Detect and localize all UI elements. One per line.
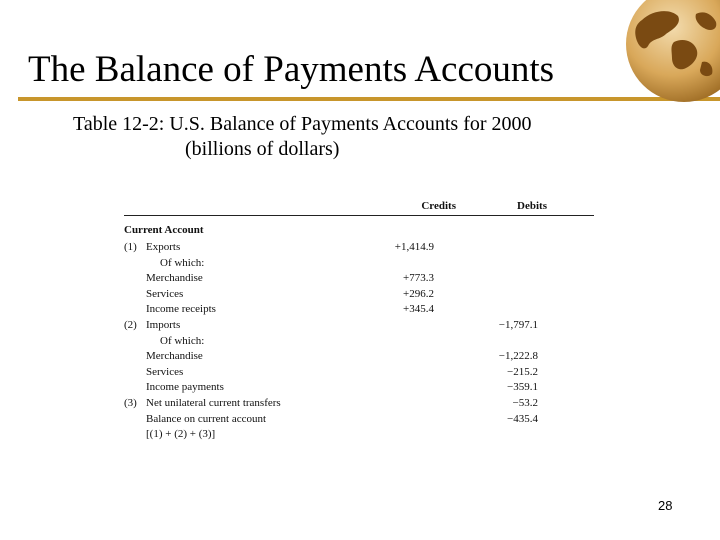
caption-label: Table 12-2: [73,113,165,135]
row-label: Income payments [146,381,224,394]
row-label: Merchandise [146,272,203,285]
credits-header: Credits [421,200,456,212]
row-credit: +773.3 [403,272,434,285]
table-row [124,427,594,443]
table-row [124,287,594,303]
table-caption [73,112,532,162]
row-label: Services [146,365,184,378]
row-credit: +296.2 [403,287,434,300]
table-body [124,240,594,443]
row-debit: −215.2 [507,365,538,378]
row-debit: −53.2 [512,396,538,409]
row-label: Merchandise [146,350,203,363]
row-label: Of which: [160,256,205,269]
table-row [124,271,594,287]
row-label: Income receipts [146,303,216,316]
row-debit: −1,222.8 [498,350,538,363]
row-label: Net unilateral current transfers [146,396,281,409]
caption-subtitle: (billions of dollars) [185,138,340,160]
caption-text: U.S. Balance of Payments Accounts for 2000 [164,113,532,135]
row-credit: +345.4 [403,303,434,316]
row-label: Of which: [160,334,205,347]
section-heading: Current Account [124,224,204,236]
row-credit: +1,414.9 [394,241,434,253]
table-row [124,349,594,365]
table-row [124,412,594,428]
table-header [124,200,594,216]
row-number: (1) [124,241,137,253]
page-number: 28 [658,498,673,513]
row-number: (2) [124,318,137,331]
table-row [124,396,594,412]
row-label: Balance on current account [146,412,267,425]
table-row [124,240,594,256]
row-debit: −1,797.1 [498,318,538,331]
table-row [124,334,594,350]
table-row [124,365,594,381]
row-label: [(1) + (2) + (3)] [146,428,216,441]
table-row [124,318,594,334]
row-label: Services [146,287,184,300]
row-label: Imports [146,318,181,331]
table-row [124,302,594,318]
row-label: Exports [146,241,181,253]
globe-icon [612,0,720,102]
debits-header: Debits [517,200,547,212]
row-debit: −359.1 [507,381,538,394]
row-debit: −435.4 [507,412,538,425]
row-number: (3) [124,396,137,409]
table-row [124,256,594,272]
table-row [124,380,594,396]
slide-title: The Balance of Payments Accounts [28,49,555,90]
balance-table [124,200,594,443]
